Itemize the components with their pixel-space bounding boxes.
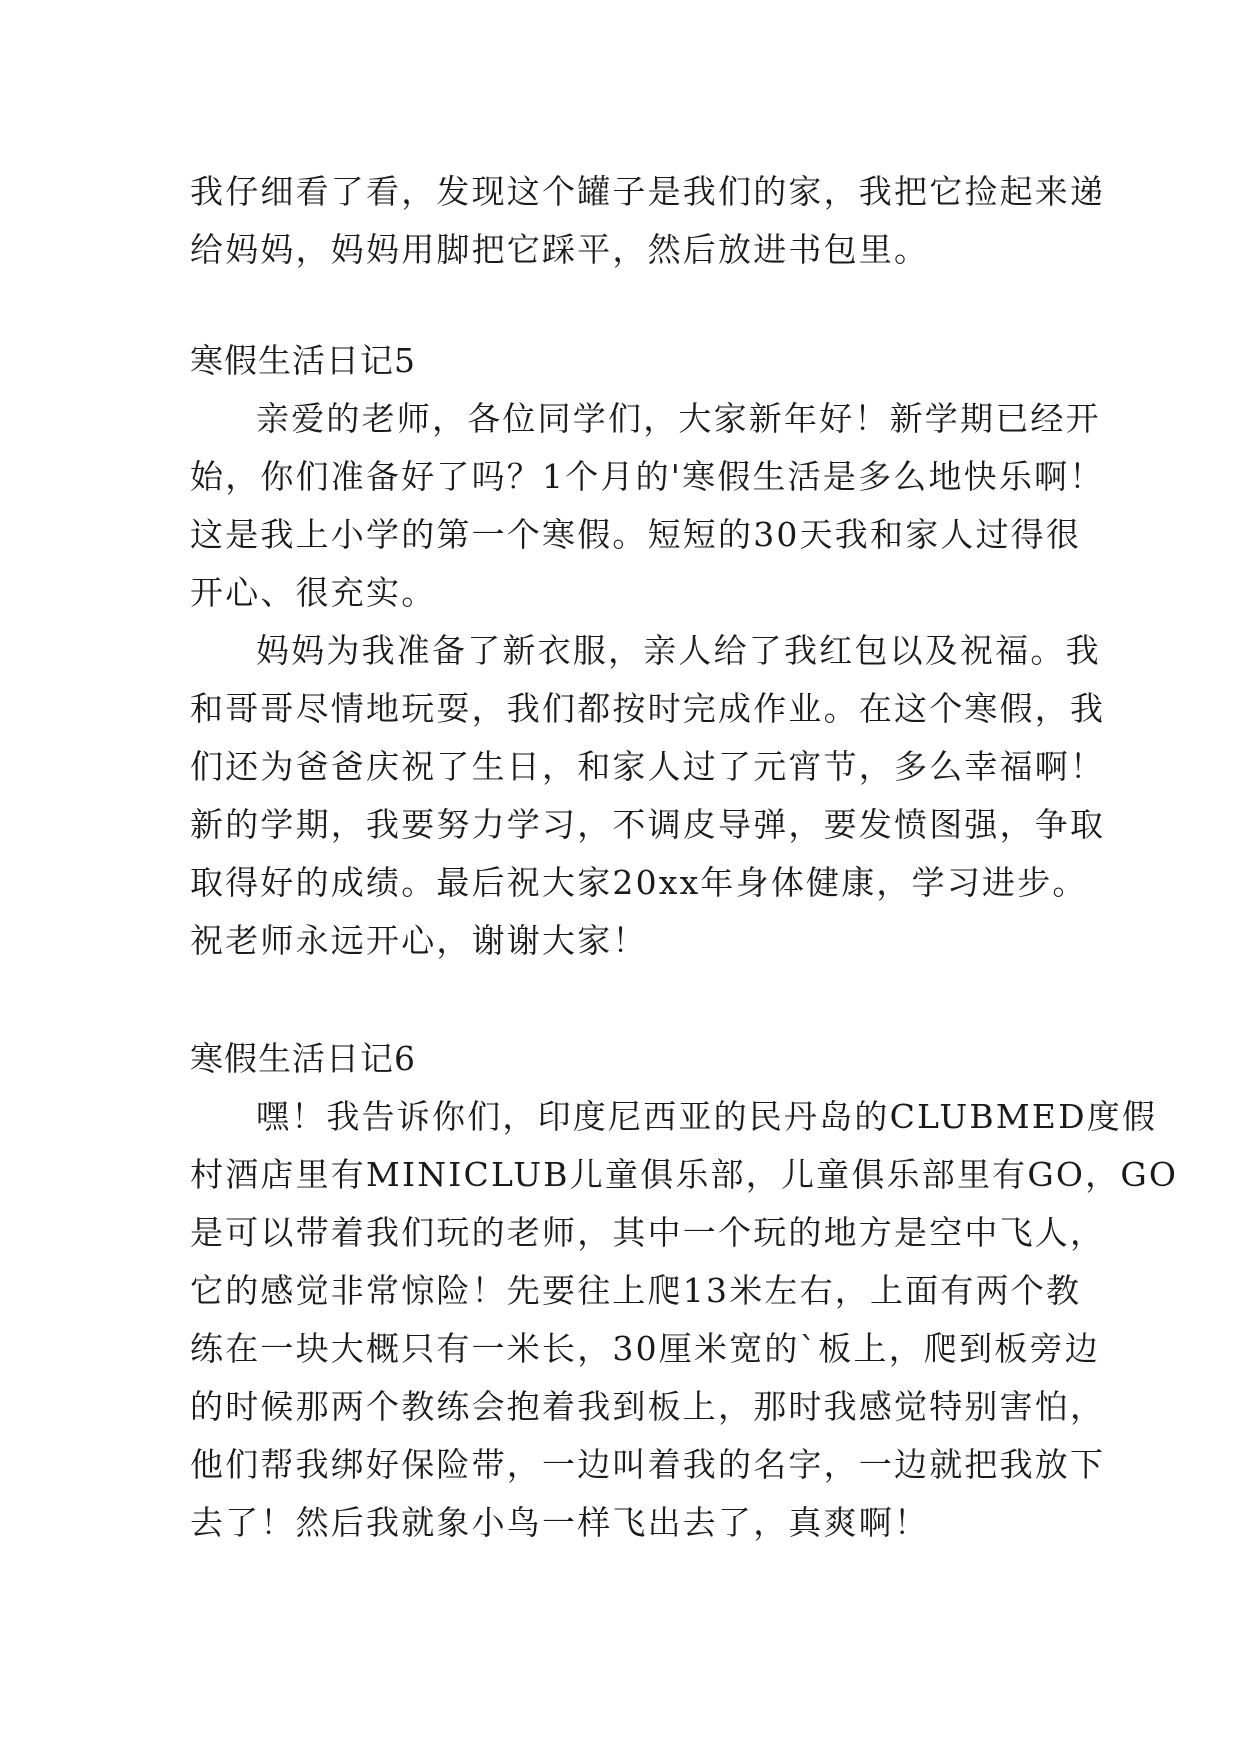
intro-paragraph (190, 163, 1106, 279)
diary-6-paragraph-1 (190, 1088, 1179, 1552)
text-line: 亲爱的老师，各位同学们，大家新年好！新学期已经开 (256, 399, 1101, 438)
text-line: 嘿！我告诉你们，印度尼西亚的民丹岛的CLUBMED度假 (256, 1097, 1158, 1136)
text-line: 给妈妈，妈妈用脚把它踩平，然后放进书包里。 (190, 230, 930, 269)
text-line: 我仔细看了看，发现这个罐子是我们的家，我把它捡起来递 (190, 172, 1106, 211)
diary-5-paragraph-1 (190, 390, 1105, 622)
text-line: 开心、很充实。 (190, 573, 437, 612)
text-line: 它的感觉非常惊险！先要往上爬13米左右，上面有两个教 (190, 1271, 1082, 1310)
text-line: 这是我上小学的第一个寒假。短短的30天我和家人过得很 (190, 515, 1082, 554)
text-line: 祝老师永远开心，谢谢大家！ (190, 921, 648, 960)
diary-5-paragraph-2 (190, 622, 1106, 970)
diary-6-title: 寒假生活日记6 (190, 1039, 416, 1078)
text-line: 妈妈为我准备了新衣服，亲人给了我红包以及祝福。我 (256, 631, 1101, 670)
text-line: 们还为爸爸庆祝了生日，和家人过了元宵节，多么幸福啊！ (190, 747, 1106, 786)
text-line: 是可以带着我们玩的老师，其中一个玩的地方是空中飞人， (190, 1213, 1106, 1252)
text-line: 他们帮我绑好保险带，一边叫着我的名字，一边就把我放下 (190, 1445, 1106, 1484)
text-line: 的时候那两个教练会抱着我到板上，那时我感觉特别害怕， (190, 1387, 1106, 1426)
text-line: 取得好的成绩。最后祝大家20xx年身体健康，学习进步。 (190, 863, 1088, 902)
text-line: 新的学期，我要努力学习，不调皮导弹，要发愤图强，争取 (190, 805, 1106, 844)
diary-5-title: 寒假生活日记5 (190, 341, 416, 380)
text-line: 始，你们准备好了吗？1个月的'寒假生活是多么地快乐啊！ (190, 457, 1105, 496)
text-line: 去了！然后我就象小鸟一样飞出去了，真爽啊！ (190, 1503, 930, 1542)
text-line: 练在一块大概只有一米长，30厘米宽的`板上，爬到板旁边 (190, 1329, 1100, 1368)
text-line: 村酒店里有MINICLUB儿童俱乐部，儿童俱乐部里有GO，GO (190, 1155, 1179, 1194)
text-line: 和哥哥尽情地玩耍，我们都按时完成作业。在这个寒假，我 (190, 689, 1106, 728)
